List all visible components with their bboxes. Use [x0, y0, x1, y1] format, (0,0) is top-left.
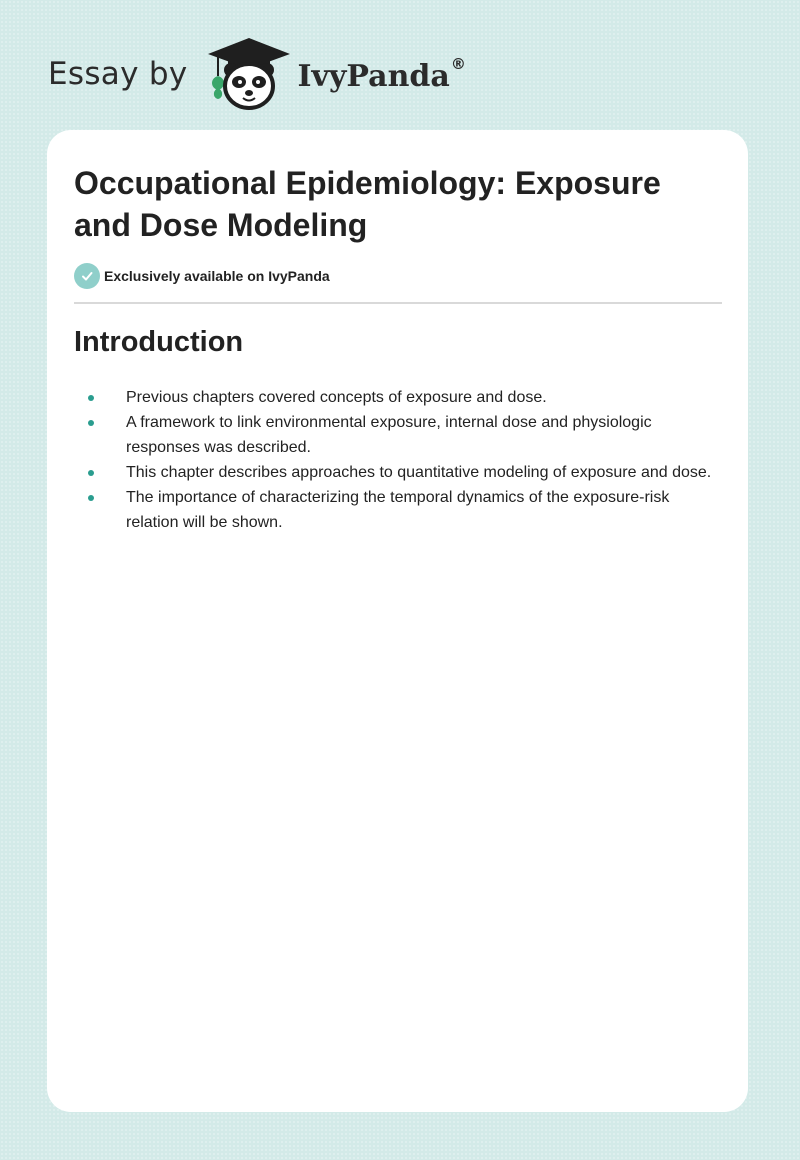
- list-item: [74, 410, 714, 460]
- essay-card: [47, 130, 748, 1112]
- exclusive-badge: [74, 263, 330, 289]
- brand-name-text: IvyPanda: [297, 58, 450, 94]
- list-item: [74, 460, 714, 485]
- list-item: [74, 485, 714, 535]
- divider: [74, 302, 722, 304]
- list-item-text: This chapter describes approaches to quantitative modeling of exposure and dose.: [126, 464, 712, 481]
- bullet-dot: [88, 395, 94, 401]
- bullet-dot: [88, 495, 94, 501]
- registered-mark: ®: [450, 54, 466, 73]
- list-item-text: A framework to link environmental exposure, internal dose and physiologic responses was described.: [126, 414, 652, 456]
- exclusive-text: Exclusively available on IvyPanda: [104, 268, 330, 284]
- bullet-list: [74, 385, 714, 535]
- check-icon: [74, 263, 100, 289]
- brand-header: [48, 34, 466, 114]
- brand-name: [297, 54, 466, 94]
- brand-prefix: Essay by: [48, 56, 188, 92]
- page-title: Occupational Epidemiology: Exposure and Dose Modeling: [74, 165, 661, 243]
- bullet-dot: [88, 470, 94, 476]
- panda-logo-icon: [206, 36, 292, 112]
- bullet-dot: [88, 420, 94, 426]
- section-heading: Introduction: [74, 326, 244, 358]
- list-item: [74, 385, 714, 410]
- list-item-text: The importance of characterizing the temporal dynamics of the exposure-risk relation will be shown.: [126, 489, 670, 531]
- list-item-text: Previous chapters covered concepts of exposure and dose.: [126, 389, 547, 406]
